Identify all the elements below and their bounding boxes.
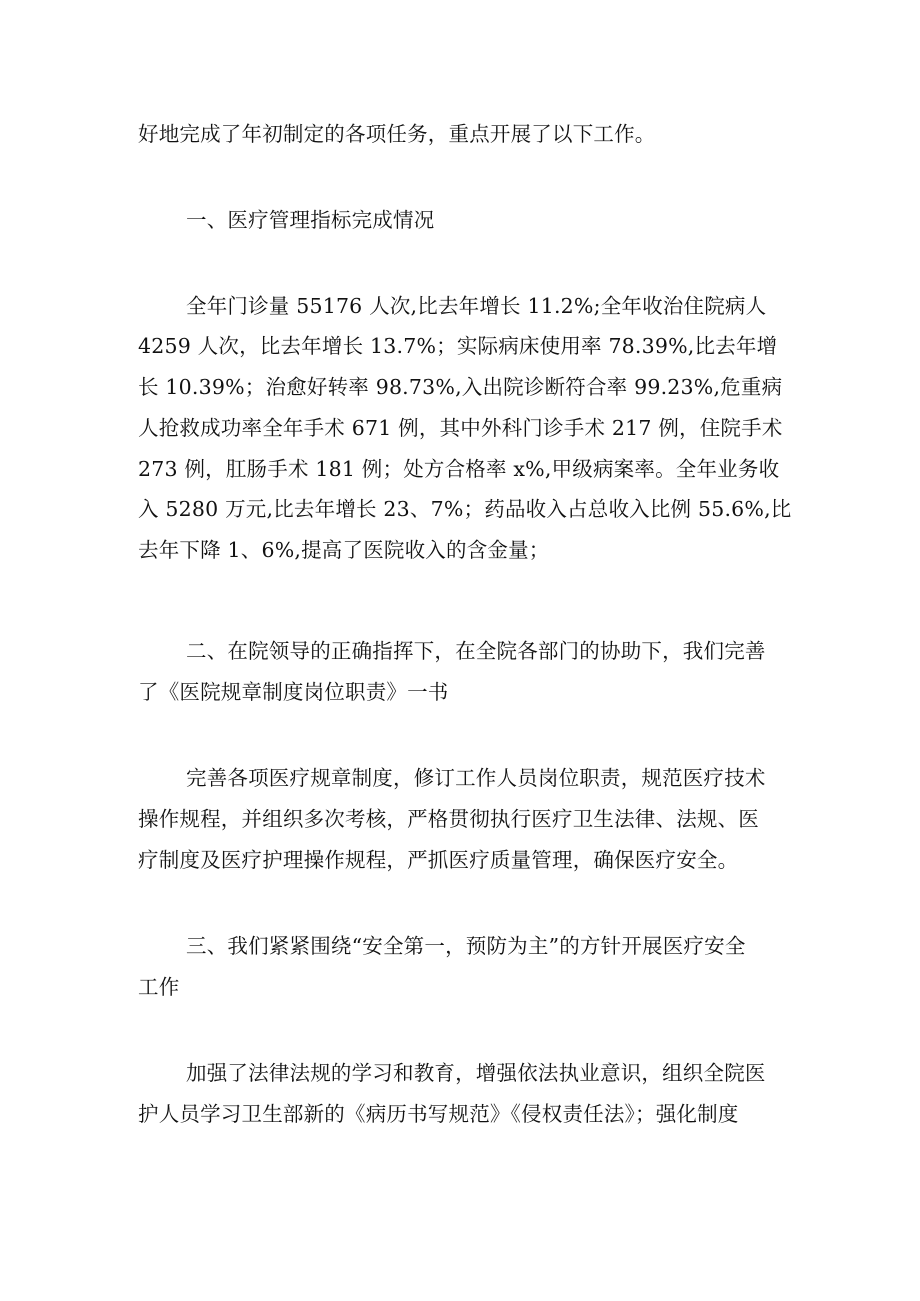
heading-line: 了《医院规章制度岗位职责》一书: [138, 680, 449, 704]
paragraph-line: 长 10.39%；治愈好转率 98.73%,入出院诊断符合率 99.23%,危重病: [138, 375, 783, 399]
paragraph-line: 完善各项医疗规章制度，修订工作人员岗位职责，规范医疗技术: [186, 766, 766, 790]
heading-line: 二、在院领导的正确指挥下，在全院各部门的协助下，我们完善: [186, 639, 766, 663]
heading-line: 工作: [138, 975, 180, 999]
section-1-heading: 一、医疗管理指标完成情况: [186, 208, 435, 232]
paragraph-line: 4259 人次，比去年增长 13.7%；实际病床使用率 78.39%,比去年增: [138, 334, 778, 358]
paragraph-line: 273 例，肛肠手术 181 例；处方合格率 x%,甲级病案率。全年业务收: [138, 457, 780, 481]
paragraph-line: 全年门诊量 55176 人次,比去年增长 11.2%;全年收治住院病人: [186, 294, 767, 318]
paragraph-line: 加强了法律法规的学习和教育，增强依法执业意识，组织全院医: [186, 1061, 766, 1085]
paragraph-line: 护人员学习卫生部新的《病历书写规范》《侵权责任法》；强化制度: [138, 1102, 739, 1126]
paragraph-line: 疗制度及医疗护理操作规程，严抓医疗质量管理，确保医疗安全。: [138, 848, 739, 872]
paragraph-line: 操作规程，并组织多次考核，严格贯彻执行医疗卫生法律、法规、医: [138, 807, 759, 831]
heading-line: 三、我们紧紧围绕“安全第一，预防为主”的方针开展医疗安全: [186, 934, 746, 958]
paragraph-line: 人抢救成功率全年手术 671 例，其中外科门诊手术 217 例，住院手术: [138, 416, 783, 440]
intro-paragraph: 好地完成了年初制定的各项任务，重点开展了以下工作。: [138, 122, 656, 146]
paragraph-line: 去年下降 1、6%,提高了医院收入的含金量；: [138, 538, 550, 562]
paragraph-line: 入 5280 万元,比去年增长 23、7%；药品收入占总收入比例 55.6%,比: [138, 497, 792, 521]
